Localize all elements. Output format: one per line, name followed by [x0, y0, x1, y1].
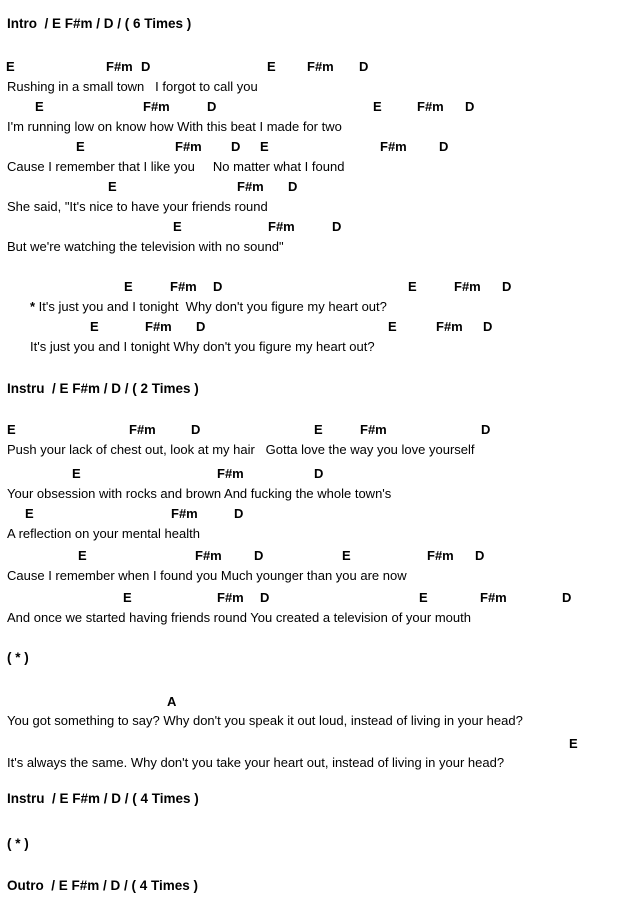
lyric-line: She said, "It's nice to have your friends round: [7, 199, 268, 214]
chord-fsharpm: F#m: [195, 548, 222, 563]
chord-fsharpm: F#m: [106, 59, 133, 74]
chord-a: A: [167, 694, 177, 709]
chord-e: E: [260, 139, 269, 154]
chord-line: [0, 219, 620, 239]
chord-e: E: [123, 590, 132, 605]
chord-fsharpm: F#m: [480, 590, 507, 605]
lyric-line: It's always the same. Why don't you take your heart out, instead of living in your head?: [7, 755, 505, 770]
chord-e: E: [90, 319, 99, 334]
chord-e: E: [108, 179, 117, 194]
chord-fsharpm: F#m: [170, 279, 197, 294]
chord-line: [0, 422, 620, 442]
chord-d: D: [196, 319, 206, 334]
chord-e: E: [6, 59, 15, 74]
section-header: Intro / E F#m / D / ( 6 Times ): [7, 16, 192, 31]
chord-fsharpm: F#m: [145, 319, 172, 334]
chord-line: [0, 590, 620, 610]
lyric-line: * It's just you and I tonight Why don't you figure my heart out?: [30, 299, 387, 314]
chord-fsharpm: F#m: [454, 279, 481, 294]
chord-fsharpm: F#m: [360, 422, 387, 437]
chord-line: [0, 179, 620, 199]
chord-line: [0, 139, 620, 159]
chord-e: E: [419, 590, 428, 605]
lyric-line: Your obsession with rocks and brown And fucking the whole town's: [7, 486, 392, 501]
chord-e: E: [173, 219, 182, 234]
repeat-marker: *: [30, 299, 36, 314]
chord-e: E: [373, 99, 382, 114]
chord-e: E: [78, 548, 87, 563]
section-header: ( * ): [7, 836, 29, 851]
chord-e: E: [569, 736, 578, 751]
lyric-line: But we're watching the television with no sound": [7, 239, 284, 254]
chord-e: E: [35, 99, 44, 114]
chord-fsharpm: F#m: [427, 548, 454, 563]
chord-line: [0, 548, 620, 568]
lyric-line: Cause I remember when I found you Much younger than you are now: [7, 568, 407, 583]
chord-d: D: [254, 548, 264, 563]
chord-fsharpm: F#m: [307, 59, 334, 74]
chord-fsharpm: F#m: [380, 139, 407, 154]
chord-line: [0, 736, 620, 756]
chord-d: D: [231, 139, 241, 154]
chord-d: D: [439, 139, 449, 154]
chord-fsharpm: F#m: [217, 466, 244, 481]
lyric-line: Rushing in a small town I forgot to call you: [7, 79, 258, 94]
lyric-line: You got something to say? Why don't you speak it out loud, instead of living in your head?: [7, 713, 523, 728]
chord-d: D: [475, 548, 485, 563]
chord-fsharpm: F#m: [417, 99, 444, 114]
section-header: ( * ): [7, 650, 29, 665]
chord-e: E: [76, 139, 85, 154]
lyric-line: It's just you and I tonight Why don't you figure my heart out?: [30, 339, 375, 354]
chord-d: D: [359, 59, 369, 74]
chord-fsharpm: F#m: [237, 179, 264, 194]
chord-line: [0, 279, 620, 299]
chord-d: D: [483, 319, 493, 334]
chord-e: E: [25, 506, 34, 521]
lyric-line: And once we started having friends round You created a television of your mouth: [7, 610, 471, 625]
chord-line: [0, 694, 620, 714]
chord-d: D: [288, 179, 298, 194]
chord-e: E: [388, 319, 397, 334]
chord-d: D: [141, 59, 151, 74]
chord-fsharpm: F#m: [129, 422, 156, 437]
chord-fsharpm: F#m: [436, 319, 463, 334]
chord-e: E: [408, 279, 417, 294]
chord-line: [0, 466, 620, 486]
chord-d: D: [234, 506, 244, 521]
chord-d: D: [332, 219, 342, 234]
chord-d: D: [207, 99, 217, 114]
section-header: Instru / E F#m / D / ( 2 Times ): [7, 381, 199, 396]
section-header: Instru / E F#m / D / ( 4 Times ): [7, 791, 199, 806]
chord-e: E: [314, 422, 323, 437]
lyric-line: Push your lack of chest out, look at my hair Gotta love the way you love yourself: [7, 442, 475, 457]
chord-d: D: [191, 422, 201, 437]
chord-d: D: [562, 590, 572, 605]
chord-e: E: [342, 548, 351, 563]
chord-e: E: [124, 279, 133, 294]
chord-fsharpm: F#m: [217, 590, 244, 605]
chord-fsharpm: F#m: [268, 219, 295, 234]
chord-d: D: [465, 99, 475, 114]
chord-line: [0, 99, 620, 119]
chord-d: D: [260, 590, 270, 605]
section-header: Outro / E F#m / D / ( 4 Times ): [7, 878, 199, 893]
chord-d: D: [481, 422, 491, 437]
lyric-line: A reflection on your mental health: [7, 526, 200, 541]
chord-line: [0, 319, 620, 339]
chord-line: [0, 506, 620, 526]
lyric-line: I'm running low on know how With this beat I made for two: [7, 119, 342, 134]
chord-fsharpm: F#m: [175, 139, 202, 154]
chord-fsharpm: F#m: [171, 506, 198, 521]
lyric-line: Cause I remember that I like you No matter what I found: [7, 159, 345, 174]
chord-d: D: [213, 279, 223, 294]
chord-d: D: [314, 466, 324, 481]
chord-d: D: [502, 279, 512, 294]
chord-e: E: [7, 422, 16, 437]
chord-e: E: [72, 466, 81, 481]
chord-e: E: [267, 59, 276, 74]
chord-line: [0, 59, 620, 79]
chord-fsharpm: F#m: [143, 99, 170, 114]
